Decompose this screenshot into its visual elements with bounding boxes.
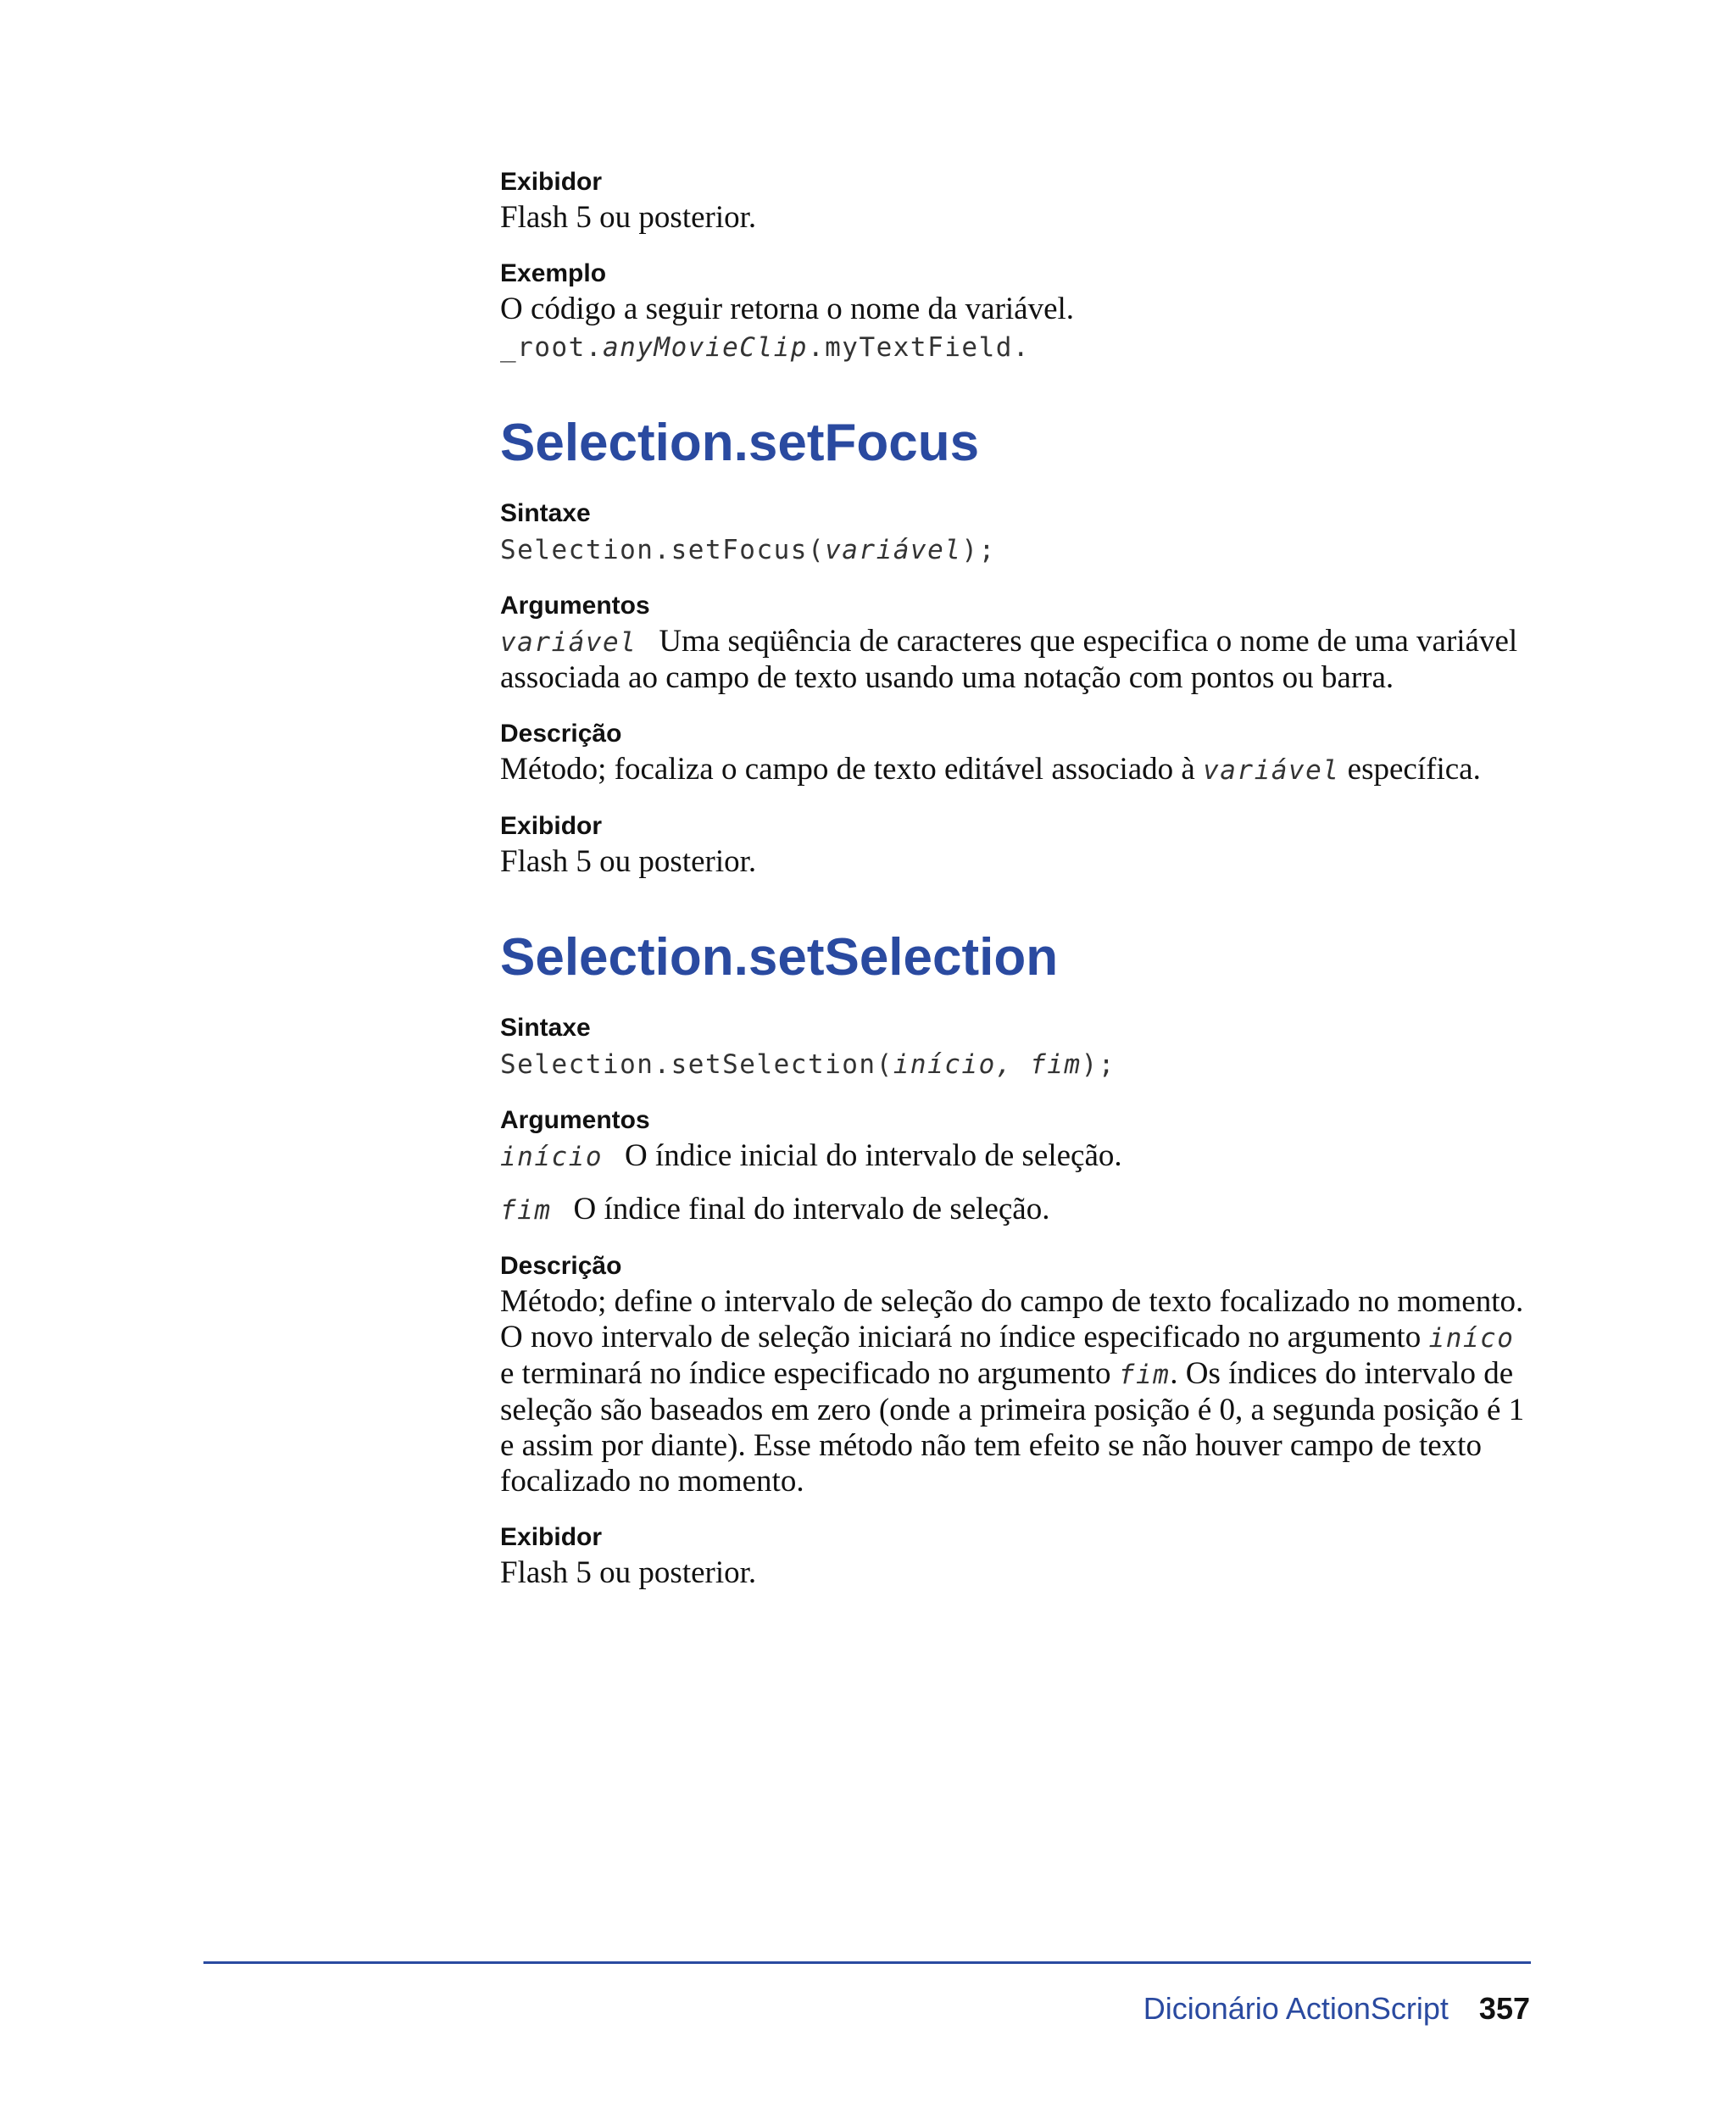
player-block-setfocus [500, 810, 1534, 880]
arg-inicio [500, 1138, 1534, 1175]
arg-desc: Uma seqüência de caracteres que especifica o nome de uma variável associada ao campo de texto usando uma notação com pontos ou barra. [500, 624, 1518, 695]
syntax-block-setfocus [500, 498, 1534, 568]
desc-code: variável [1203, 755, 1340, 786]
arg-fim [500, 1192, 1534, 1228]
syntax-code [500, 531, 1534, 568]
example-code-prefix: _root. [500, 332, 603, 363]
syntax-suffix: ); [961, 535, 996, 565]
syntax-prefix: Selection.setSelection( [500, 1049, 893, 1080]
desc-part2: e terminará no índice especificado no argumento [500, 1356, 1119, 1391]
example-code-italic: anyMovieClip [602, 332, 808, 363]
desc-part1: Método; define o intervalo de seleção do campo de texto focalizado no momento. O novo intervalo de seleção iniciará no índice especificado no argumento [500, 1284, 1524, 1354]
syntax-label: Sintaxe [500, 1014, 591, 1042]
desc-part3: . Os índices do intervalo de seleção são baseados em zero (onde a primeira posição é 0, a segunda posição é 1 e assim por diante). Esse método não tem efeito se não houver campo de texto focalizado no momento. [500, 1356, 1525, 1499]
arg-name: início [500, 1142, 603, 1172]
desc-label: Descrição [500, 1252, 622, 1280]
arg-desc: O índice final do intervalo de seleção. [573, 1192, 1050, 1226]
example-text: O código a seguir retorna o nome da variável. [500, 292, 1075, 326]
player-label: Exibidor [500, 1523, 603, 1551]
player-block-setselection [500, 1521, 1534, 1591]
player-label: Exibidor [500, 812, 603, 840]
section-title-setfocus: Selection.setFocus [500, 414, 980, 472]
player-text: Flash 5 ou posterior. [500, 200, 757, 235]
args-label: Argumentos [500, 1106, 650, 1134]
section-setselection [500, 927, 1534, 1591]
arg-name: fim [500, 1195, 552, 1226]
syntax-param: variável [825, 535, 962, 565]
example-code [500, 329, 1534, 365]
desc-before: Método; focaliza o campo de texto editável associado à [500, 752, 1204, 787]
desc-code2: fim [1118, 1360, 1171, 1390]
desc-text [500, 752, 1534, 788]
page-content [500, 166, 1534, 1613]
example-label: Exemplo [500, 259, 607, 287]
desc-label: Descrição [500, 720, 622, 748]
page-number: 357 [1478, 1991, 1530, 2026]
desc-block-setfocus [500, 718, 1534, 788]
desc-code1: iníco [1428, 1323, 1515, 1354]
args-block-setfocus [500, 590, 1534, 696]
page-footer [1143, 1990, 1530, 2027]
footer-rule [203, 1961, 1531, 1964]
desc-after: específica. [1339, 752, 1481, 787]
desc-block-setselection [500, 1250, 1534, 1499]
syntax-code [500, 1046, 1534, 1082]
example-code-suffix: .myTextField. [807, 332, 1031, 363]
player-label: Exibidor [500, 168, 603, 196]
syntax-label: Sintaxe [500, 499, 591, 527]
syntax-param: início, fim [893, 1049, 1082, 1080]
section-title-setselection: Selection.setSelection [500, 928, 1059, 987]
footer-title: Dicionário ActionScript [1143, 1991, 1449, 2026]
syntax-prefix: Selection.setFocus( [500, 535, 826, 565]
player-text: Flash 5 ou posterior. [500, 1555, 757, 1590]
arg-desc: O índice inicial do intervalo de seleção. [624, 1138, 1122, 1173]
example-block [500, 258, 1534, 365]
args-block-setselection [500, 1104, 1534, 1228]
arg-name: variável [500, 627, 637, 658]
syntax-block-setselection [500, 1012, 1534, 1082]
arg-variavel [500, 624, 1534, 696]
section-setfocus [500, 413, 1534, 880]
desc-text [500, 1284, 1534, 1499]
player-text: Flash 5 ou posterior. [500, 844, 757, 879]
args-label: Argumentos [500, 592, 650, 620]
syntax-suffix: ); [1081, 1049, 1116, 1080]
player-block-top [500, 166, 1534, 236]
